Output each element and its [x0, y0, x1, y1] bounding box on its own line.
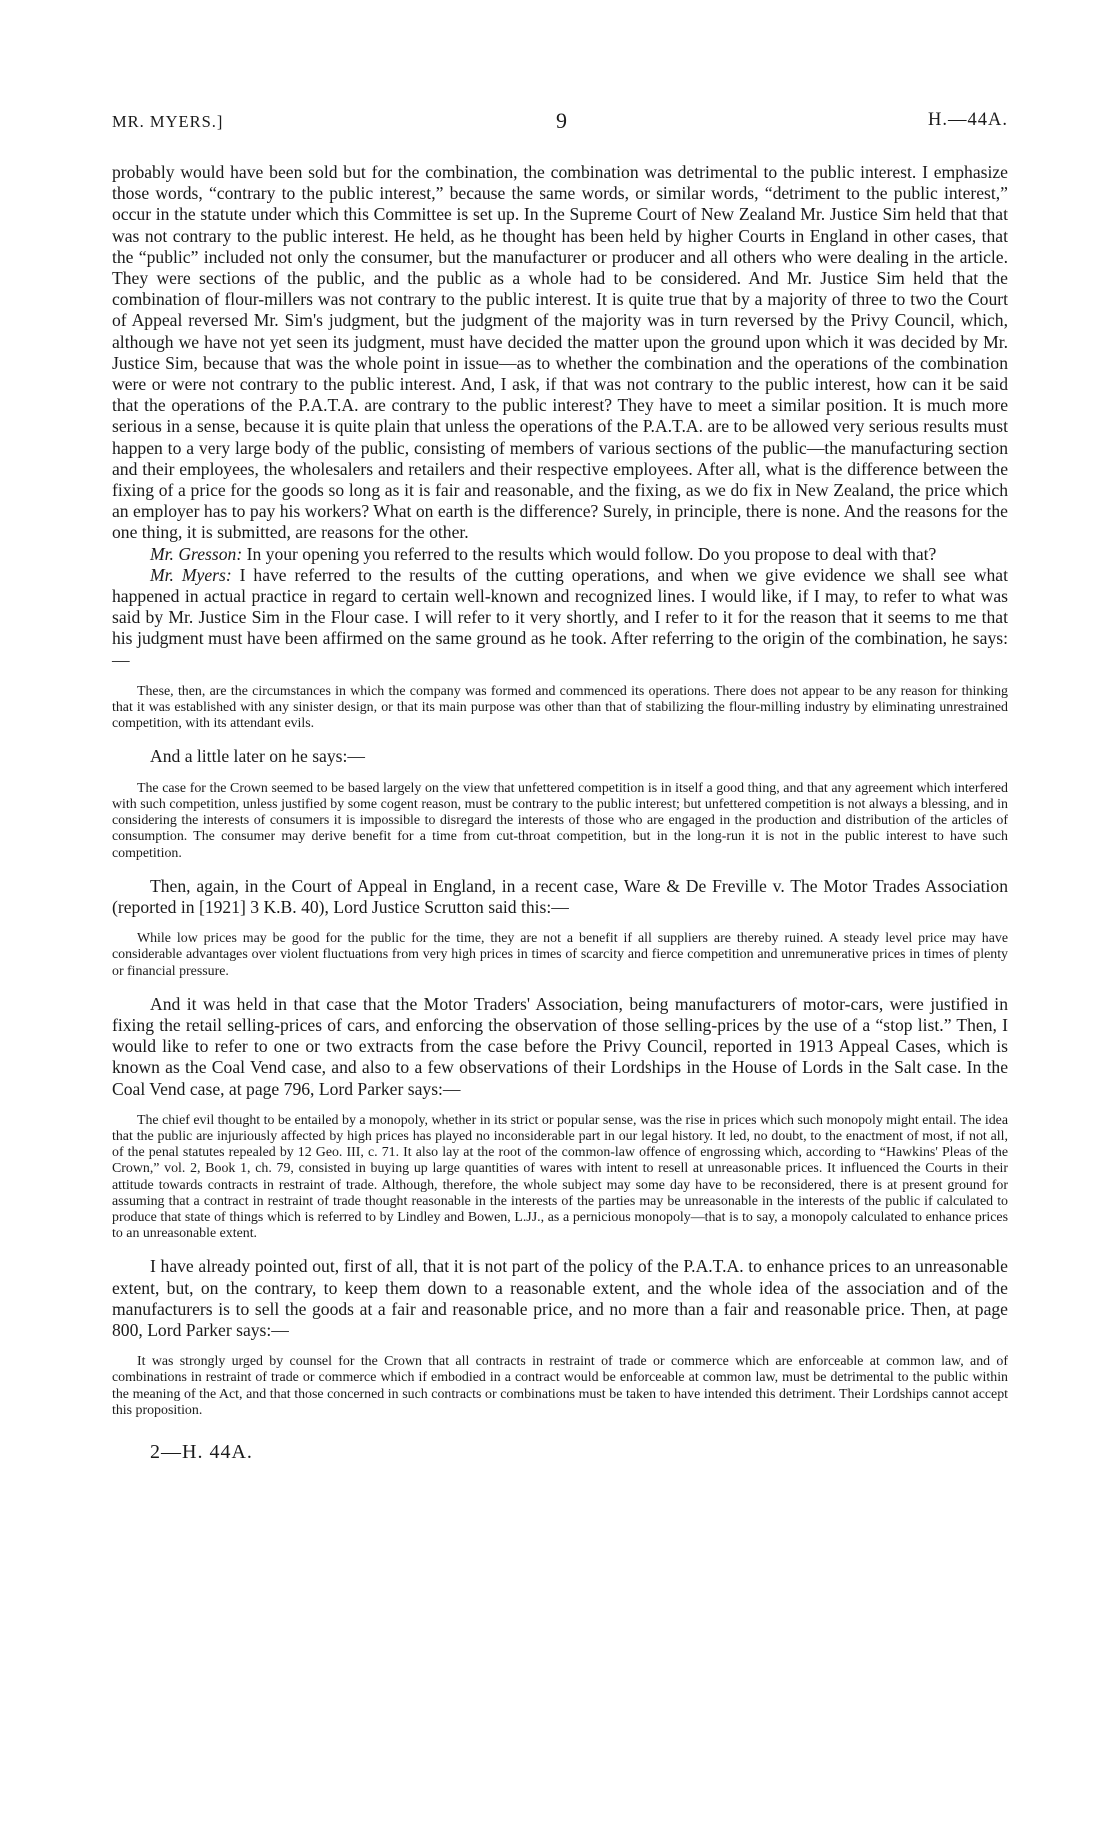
myers-reply: I have referred to the results of the cutting operations, and when we give evidence we shall see what happened in actual practice in regard to certain well-known and recognized lines. I would like, if I may, to refer to what was said by Mr. Justice Sim in the Flour case. I will refer to it very shortly, and I refer to it for the reason that it seems to me that his judgment must have been affirmed on the same ground as he took. After referring to the origin of the combination, he says:— [112, 564, 1008, 670]
block-quote-sim-2: The case for the Crown seemed to be based largely on the view that unfettered competition is in itself a good thing, and that any agreement which interfered with such competition, unless justified by some cogent reason, must be contrary to the public interest; but unfettered competition is not always a blessing, and in considering the interests of consumers it is impossible to disregard the interests of those who are engaged in the production and distribution of the articles of consumption. The consumer may derive benefit for a time from cut-throat competition, but in the long-run it is not in the public interest to have such competition. [112, 780, 1008, 861]
paragraph-lead-in: And a little later on he says:— [150, 746, 365, 767]
paragraph-gresson [112, 544, 1008, 565]
paragraph-ware-case: Then, again, in the Court of Appeal in England, in a recent case, Ware & De Freville v. The Motor Trades Association (reported in [1921] 3 K.B. 40), Lord Justice Scrutton said this:— [112, 875, 1008, 917]
running-header [112, 108, 1008, 138]
document-page [112, 108, 1008, 1464]
page-number: 9 [556, 108, 568, 133]
document-reference: H.—44A. [928, 110, 1008, 130]
paragraph-already-pointed-out: I have already pointed out, first of all, that it is not part of the policy of the P.A.T.A. to enhance prices to an unreasonable extent, but, on the contrary, to keep them down to a reasonable extent, and the whole idea of the association and of the manufacturers is to sell the goods at a fair and reasonable price, and no more than a fair and reasonable price. Then, at page 800, Lord Parker says:— [112, 1256, 1008, 1340]
paragraph-continuation: probably would have been sold but for the combination, the combination was detrimental to the public interest. I emphasize those words, “contrary to the public interest,” because the same words, or similar words, “detriment to the public interest,” occur in the statute under which this Committee is set up. In the Supreme Court of New Zealand Mr. Justice Sim held that that was not contrary to the public interest. He held, as he thought has been held by higher Courts in England in other cases, that the “public” included not only the consumer, but the manufacturer or producer and all others who were dealing in the article. They were sections of the public, and the public as a whole had to be considered. And Mr. Justice Sim held that the combination of flour-millers was not contrary to the public interest. It is quite true that by a majority of three to two the Court of Appeal reversed Mr. Sim's judgment, but the judgment of the majority was in turn reversed by the Privy Council, which, although we have not yet seen its judgment, must have decided the matter upon the ground upon which it was decided by Mr. Justice Sim, because that was the whole point in issue—as to whether the combination and the operations of the combination were or were not contrary to the public interest. And, I ask, if that was not contrary to the public interest, how can it be said that the operations of the P.A.T.A. are contrary to the public interest? They have to meet a similar position. It is much more serious in a sense, because it is quite plain that unless the operations of the P.A.T.A. are to be allowed very serious results must happen to a very large body of the public, consisting of members of various sections of the public—the manufacturing section and their employees, the wholesalers and retailers and their respective employees. After all, what is the difference between the fixing of a price for the goods so long as it is fair and reasonable, and the fixing, as we do fix in New Zealand, the price which an employer has to pay his workers? What on earth is the difference? Surely, in principle, there is none. And the reasons for the one thing, it is submitted, are reasons for the other. [112, 162, 1008, 543]
speaker-gresson: Mr. Gresson: [150, 543, 243, 564]
paragraph-myers [112, 565, 1008, 671]
block-quote-sim-1: These, then, are the circumstances in which the company was formed and commenced its operations. There does not appear to be any reason for thinking that it was established with any sinister design, or that its main purpose was other than that of stabilizing the flour-milling industry by eliminating unrestrained competition, with its attendant evils. [112, 683, 1008, 732]
block-quote-parker-796: The chief evil thought to be entailed by a monopoly, whether in its strict or popular sense, was the rise in prices which such monopoly might entail. The idea that the public are injuriously affected by high prices has played no inconsiderable part in our legal history. It led, no doubt, to the enactment of most, if not all, of the penal statutes repealed by 12 Geo. III, c. 71. It also lay at the root of the common-law offence of engrossing which, according to “Hawkins' Pleas of the Crown,” vol. 2, Book 1, ch. 79, consisted in buying up large quantities of wares with intent to resell at unreasonable prices. It influenced the Courts in their attitude towards contracts in restraint of trade. Although, therefore, the whole subject may some day have to be reconsidered, there is at present ground for assuming that a contract in restraint of trade thought reasonable in the interests of the parties may be unreasonable in the interests of the public if calculated to produce that state of things which is referred to by Lindley and Bowen, L.JJ., as a pernicious monopoly—that is to say, a monopoly calculated to enhance prices to an unreasonable extent. [112, 1112, 1008, 1242]
block-quote-parker-800: It was strongly urged by counsel for the Crown that all contracts in restraint of trade or commerce which are enforceable at common law, and of combinations in restraint of trade or commerce which if embodied in a contract would be enforceable at common law, must be detrimental to the public within the meaning of the Act, and that those concerned in such contracts or combinations must be taken to have intended this detriment. Their Lordships cannot accept this proposition. [112, 1354, 1008, 1418]
block-quote-scrutton: While low prices may be good for the public for the time, they are not a benefit if all suppliers are thereby ruined. A steady level price may have considerable advantages over violent fluctuations from very high prices in times of scarcity and fierce competition and unremunerative prices in times of plenty or financial pressure. [112, 931, 1008, 979]
header-speaker: MR. MYERS.] [112, 112, 224, 131]
paragraph-motor-traders: And it was held in that case that the Motor Traders' Association, being manufacturers of motor-cars, were justified in fixing the retail selling-prices of cars, and enforcing the observation of those selling-prices by the use of a “stop list.” Then, I would like to refer to one or two extracts from the case before the Privy Council, reported in 1913 Appeal Cases, which is known as the Coal Vend case, and also to a few observations of their Lordships in the House of Lords in the Salt case. In the Coal Vend case, at page 796, Lord Parker says:— [112, 993, 1008, 1099]
gresson-question: In your opening you referred to the results which would follow. Do you propose to deal with that? [242, 543, 937, 564]
speaker-myers: Mr. Myers: [150, 564, 232, 585]
signature-mark: 2—H. 44A. [150, 1440, 253, 1463]
